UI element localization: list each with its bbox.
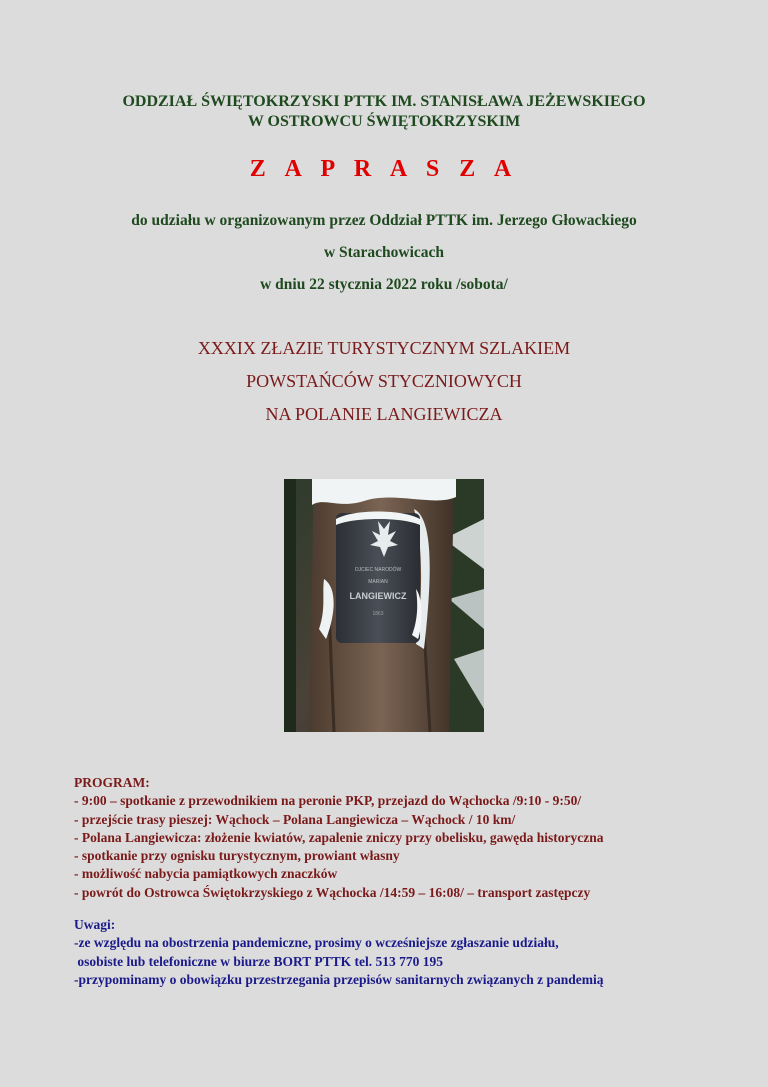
notes-item-3: -przypominamy o obowiązku przestrzegania przepisów sanitarnych związanych z pandemią bbox=[74, 971, 604, 987]
event-title bbox=[0, 336, 768, 435]
details-line-3: w dniu 22 stycznia 2022 roku /sobota/ bbox=[260, 276, 508, 293]
organizer-header bbox=[0, 92, 768, 132]
notes-title: Uwagi: bbox=[74, 917, 116, 932]
event-title-line-3: NA POLANIE LANGIEWICZA bbox=[265, 404, 503, 424]
details-line-1: do udziału w organizowanym przez Oddział PTTK im. Jerzego Głowackiego bbox=[131, 212, 637, 229]
program-section bbox=[74, 774, 744, 902]
plaque-text-2: MARIAN bbox=[368, 579, 388, 585]
memorial-plaque-photo bbox=[284, 479, 484, 732]
program-item-4: - spotkanie przy ognisku turystycznym, prowiant własny bbox=[74, 848, 400, 864]
organizer-line-1: ODDZIAŁ ŚWIĘTOKRZYSKI PTTK IM. STANISŁAWA JEŻEWSKIEGO bbox=[122, 93, 646, 110]
plaque-text-3: LANGIEWICZ bbox=[349, 591, 407, 601]
event-title-line-1: XXXIX ZŁAZIE TURYSTYCZNYM SZLAKIEM bbox=[197, 338, 571, 358]
notes-item-1: -ze względu na obostrzenia pandemiczne, prosimy o wcześniejsze zgłaszanie udziału, bbox=[74, 935, 559, 951]
program-item-6: - powrót do Ostrowca Świętokrzyskiego z Wąchocka /14:59 – 16:08/ – transport zastępczy bbox=[74, 884, 591, 900]
program-item-1: - 9:00 – spotkanie z przewodnikiem na peronie PKP, przejazd do Wąchocka /9:10 - 9:50/ bbox=[74, 793, 582, 809]
event-title-line-2: POWSTAŃCÓW STYCZNIOWYCH bbox=[246, 371, 522, 391]
program-item-5: - możliwość nabycia pamiątkowych znaczków bbox=[74, 866, 338, 882]
event-details bbox=[0, 211, 768, 307]
notes-section bbox=[74, 916, 744, 989]
organizer-line-2: W OSTROWCU ŚWIĘTOKRZYSKIM bbox=[247, 113, 521, 130]
program-title: PROGRAM: bbox=[74, 775, 150, 790]
program-item-3: - Polana Langiewicza: złożenie kwiatów, zapalenie zniczy przy obelisku, gawęda historyczna bbox=[74, 829, 604, 845]
plaque-text-1: OJCIEC NARODÓW bbox=[354, 567, 402, 573]
plaque-text-4: 1863 bbox=[372, 611, 384, 617]
invite-title: Z A P R A S Z A bbox=[249, 156, 519, 182]
details-line-2: w Starachowicach bbox=[323, 244, 445, 261]
program-item-2: - przejście trasy pieszej: Wąchock – Polana Langiewicza – Wąchock / 10 km/ bbox=[74, 811, 516, 827]
notes-item-2: osobiste lub telefoniczne w biurze BORT PTTK tel. 513 770 195 bbox=[74, 953, 444, 969]
